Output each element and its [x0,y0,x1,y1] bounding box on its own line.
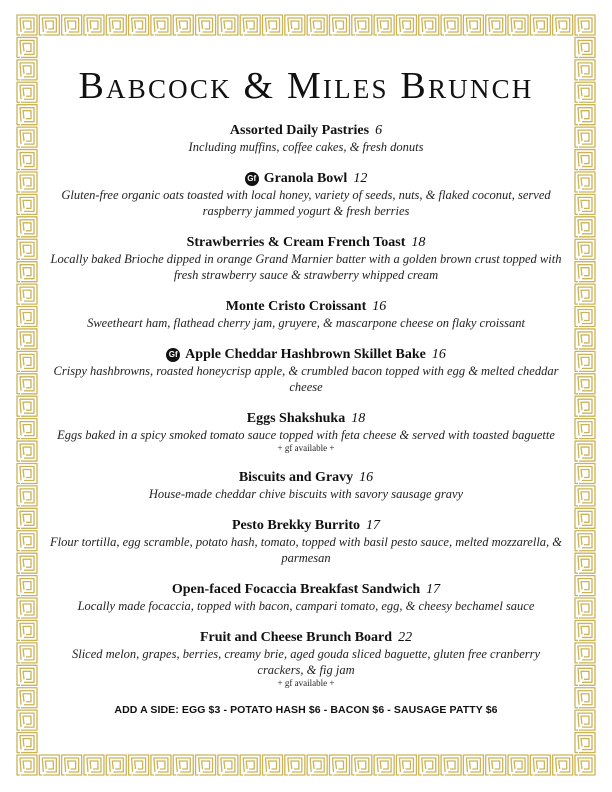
item-description: Gluten-free organic oats toasted with local honey, variety of seeds, nuts, & flaked coconut, served raspberry jammed yogurt & fresh berries [61,188,551,218]
item-price: 17 [366,518,381,533]
menu-title: Babcock & Miles Brunch [78,65,534,107]
item-name: Open-faced Focaccia Breakfast Sandwich [171,582,421,597]
item-description: Sliced melon, grapes, berries, creamy brie, aged gouda sliced baguette, gluten free cranberry crackers, & fig jam [71,647,541,677]
item-description: House-made cheddar chive biscuits with savory sausage gravy [148,487,464,501]
gluten-free-icon: Gf [245,172,259,186]
item-price: 22 [398,630,413,645]
item-name: Eggs Shakshuka [246,411,346,426]
gf-available-note: + gf available + [277,678,335,688]
item-price: 6 [375,123,383,138]
menu-item-biscuits-gravy [46,469,566,502]
item-name: Apple Cheddar Hashbrown Skillet Bake [185,347,426,362]
menu-item-pastries [46,122,566,155]
item-price: 17 [426,582,441,597]
gluten-free-icon: Gf [166,348,180,362]
item-name: Assorted Daily Pastries [229,123,370,138]
menu-item-brunch-board [46,629,566,689]
item-name: Pesto Brekky Burrito [231,518,361,533]
menu-item-french-toast [46,234,566,283]
item-description: Including muffins, coffee cakes, & fresh donuts [188,140,424,154]
gf-available-note: + gf available + [277,443,335,453]
item-name: Monte Cristo Croissant [225,299,367,314]
item-price: 12 [353,171,368,186]
item-description: Locally made focaccia, topped with bacon, campari tomato, egg, & cheesy bechamel sauce [77,599,535,613]
item-description: Flour tortilla, egg scramble, potato hash, tomato, topped with basil pesto sauce, melted mozzarella, & parmesan [50,535,563,565]
item-price: 16 [372,299,387,314]
item-price: 16 [431,347,446,362]
item-name: Biscuits and Gravy [238,470,354,485]
item-price: 18 [351,411,366,426]
menu-item-monte-cristo [46,298,566,331]
item-name: Strawberries & Cream French Toast [186,235,406,250]
menu-item-shakshuka [46,410,566,454]
menu-item-focaccia-sandwich [46,581,566,614]
item-description: Eggs baked in a spicy smoked tomato sauce topped with feta cheese & served with toasted baguette [57,428,555,442]
menu-page [46,40,566,716]
item-name: Granola Bowl [263,171,348,186]
item-price: 16 [359,470,374,485]
item-description: Sweetheart ham, flathead cherry jam, gruyere, & mascarpone cheese on flaky croissant [87,316,525,330]
menu-item-burrito [46,517,566,566]
menu-item-skillet-bake [46,346,566,395]
add-a-side-line: ADD A SIDE: EGG $3 - POTATO HASH $6 - BACON $6 - SAUSAGE PATTY $6 [114,704,498,716]
item-description: Crispy hashbrowns, roasted honeycrisp apple, & crumbled bacon topped with egg & melted cheddar cheese [53,364,559,394]
menu-item-granola-bowl [46,170,566,219]
item-name: Fruit and Cheese Brunch Board [199,630,393,645]
item-description: Locally baked Brioche dipped in orange Grand Marnier batter with a golden brown crust topped with fresh strawberry sauce & strawberry whipped cream [50,252,562,282]
item-price: 18 [411,235,426,250]
